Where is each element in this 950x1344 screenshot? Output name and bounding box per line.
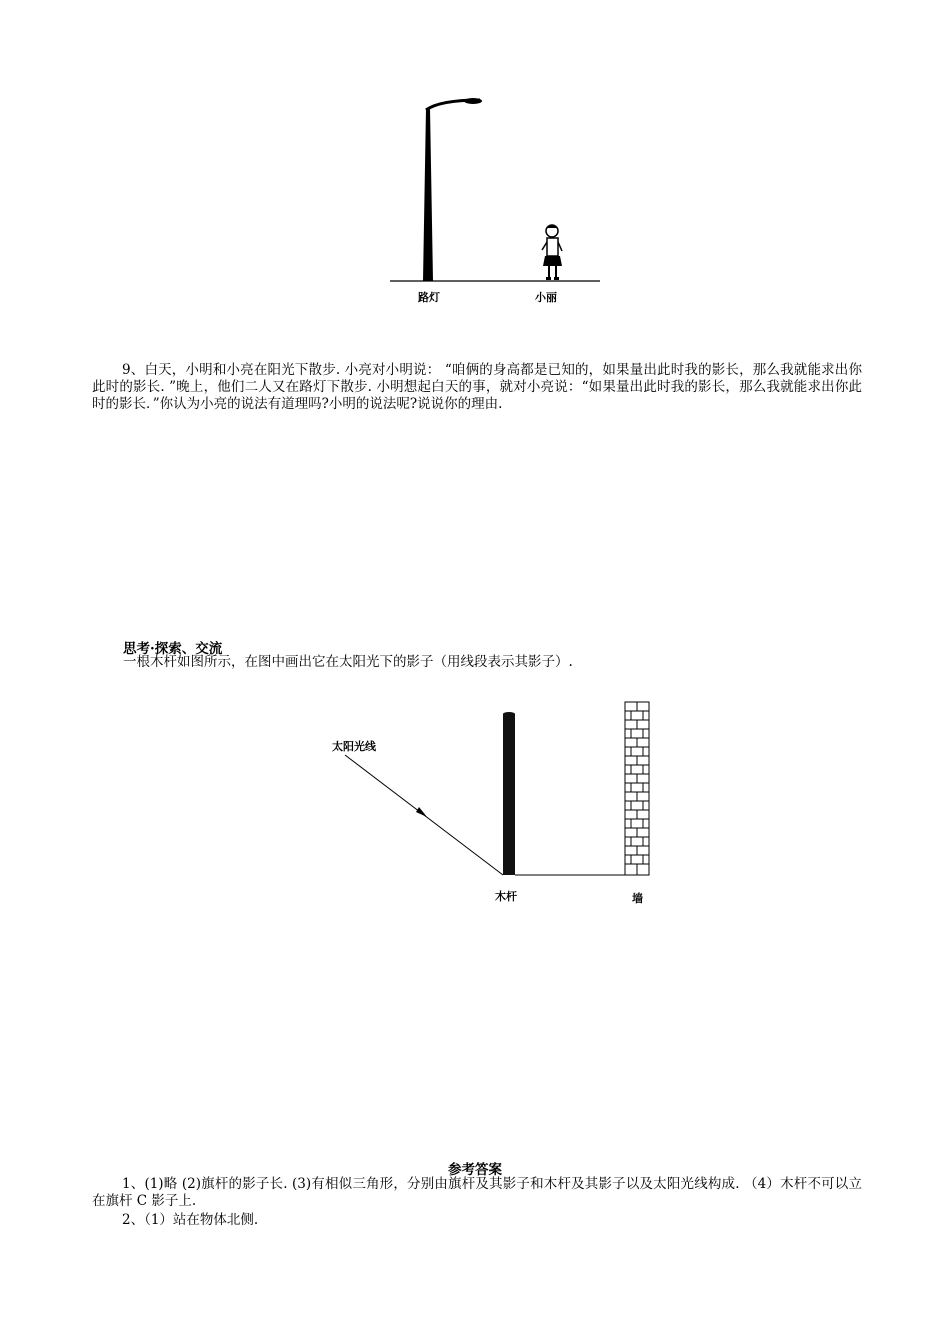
figure-streetlamp: [380, 90, 620, 315]
question-9: 9、白天，小明和小亮在阳光下散步. 小亮对小明说： “咱俩的身高都是已知的，如果量出此时我的影长，那么我就能求出你此时的影长. ”晚上，他们二人又在路灯下散步. 小明想起白天的事，就对小亮说：“如果量出此时我的影长，那么我就能求出你此时的影长．”你认为小亮的说法有道理吗?小明的说法呢?说说你的理由.: [92, 362, 862, 412]
lamp-head: [464, 98, 482, 104]
answer-line-2: 2、（1）站在物体北侧.: [122, 1212, 259, 1228]
girl-figure: [542, 225, 562, 280]
label-rays: 太阳光线: [332, 740, 376, 753]
label-wall: 墙: [632, 892, 643, 905]
label-lamp: 路灯: [418, 291, 440, 304]
label-pole: 木杆: [495, 890, 517, 903]
lamp-pole: [423, 108, 433, 281]
answer-line-1: 1、(1)略 (2)旗杆的影子长. (3)有相似三角形，分别由旗杆及其影子和木杆及其影子以及太阳光线构成. （4）木杆不可以立在旗杆 C 影子上.: [92, 1176, 862, 1209]
wooden-pole: [503, 714, 515, 875]
brick-wall: [625, 702, 649, 875]
figure-pole-wall: [320, 700, 680, 915]
answers-heading: 参考答案: [448, 1162, 502, 1178]
explore-text: 一根木杆如图所示，在图中画出它在太阳光下的影子（用线段表示其影子）.: [123, 654, 573, 670]
explore-heading: 思考·探索、交流: [123, 641, 223, 657]
label-girl: 小丽: [535, 291, 557, 304]
ray-arrow: [416, 807, 427, 817]
